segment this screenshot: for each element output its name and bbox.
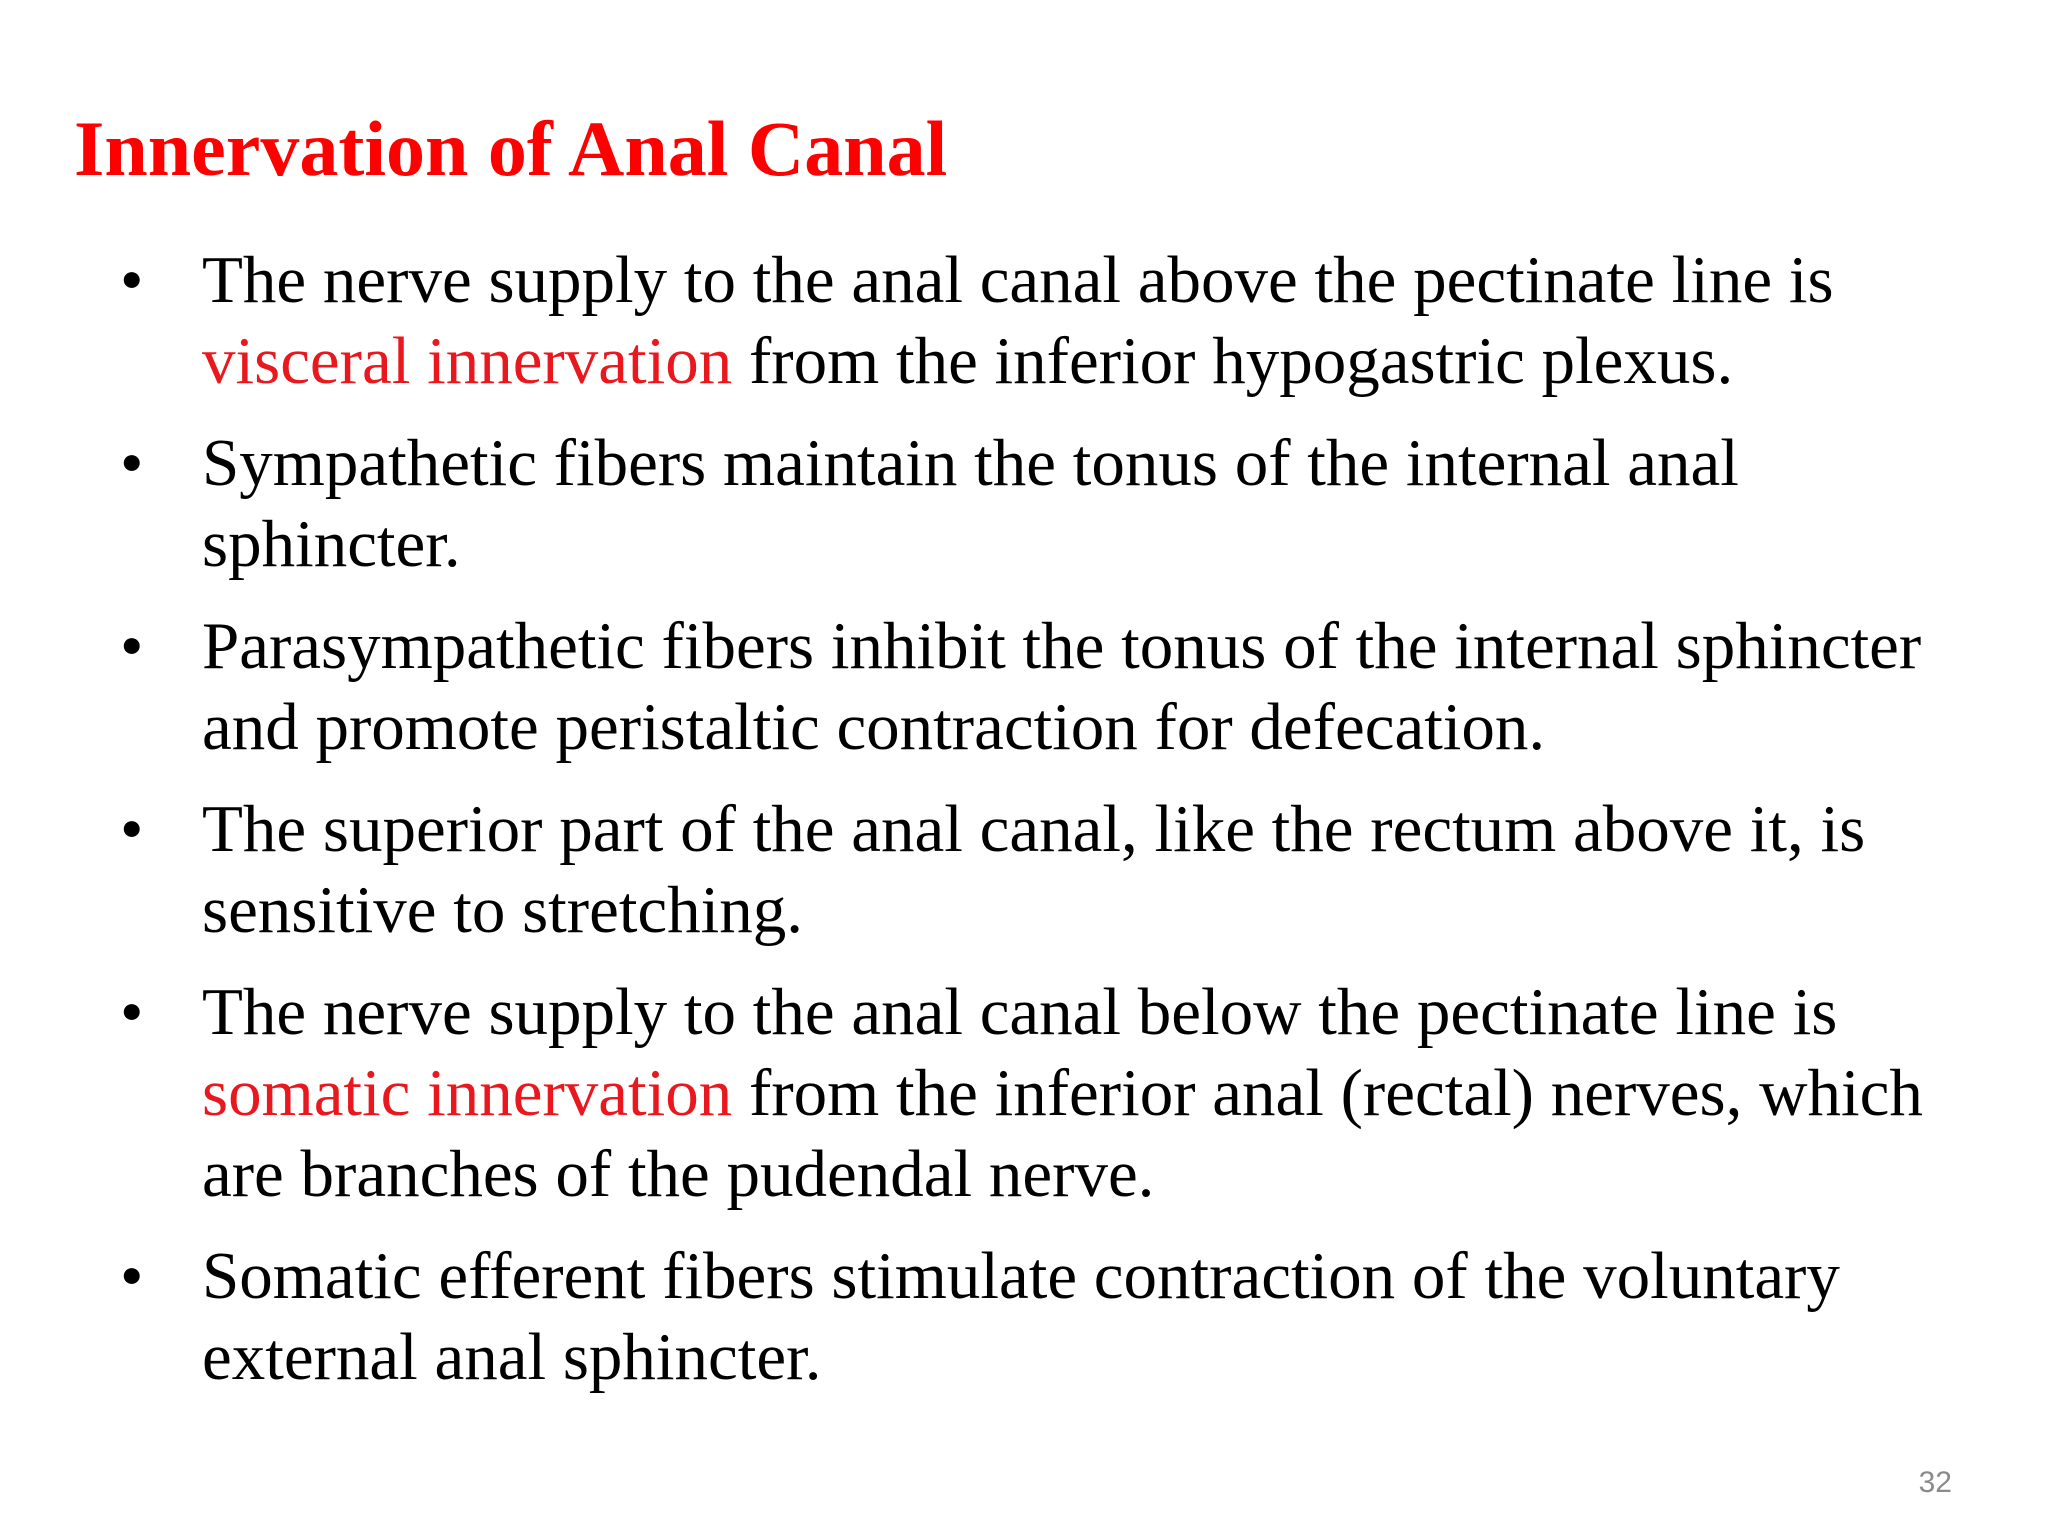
bullet-icon: • [120,1239,144,1313]
highlight-somatic-innervation: somatic innervation [202,1056,733,1130]
bullet-icon: • [120,426,144,500]
bullet-text: Sympathetic fibers maintain the tonus of the internal anal sphincter. [202,426,1739,581]
bullet-text-after: from the inferior anal (rectal) nerves, which are branches of the pudendal nerve. [202,1056,1923,1211]
bullet-text: Parasympathetic fibers inhibit the tonus of the internal sphincter and promote peristaltic contraction for defecation. [202,609,1922,764]
slide-title: Innervation of Anal Canal [74,105,948,192]
bullet-item-visceral-innervation [120,240,1950,402]
highlight-visceral-innervation: visceral innervation [202,324,733,398]
bullet-text-before: The nerve supply to the anal canal below the pectinate line is [202,975,1838,1049]
bullet-list [120,240,1950,1419]
bullet-item-somatic-efferent [120,1236,1950,1398]
bullet-item-sympathetic [120,423,1950,585]
bullet-icon: • [120,792,144,866]
bullet-item-parasympathetic [120,606,1950,768]
bullet-icon: • [120,609,144,683]
bullet-item-stretch-sensitivity [120,789,1950,951]
bullet-text-before: The nerve supply to the anal canal above the pectinate line is [202,243,1834,317]
bullet-text: Somatic efferent fibers stimulate contraction of the voluntary external anal sphincter. [202,1239,1840,1394]
bullet-text: The superior part of the anal canal, like the rectum above it, is sensitive to stretching. [202,792,1866,947]
bullet-icon: • [120,243,144,317]
bullet-item-somatic-innervation [120,972,1950,1215]
page-number: 32 [1918,1466,1952,1499]
bullet-text-after: from the inferior hypogastric plexus. [732,324,1734,398]
bullet-icon: • [120,975,144,1049]
